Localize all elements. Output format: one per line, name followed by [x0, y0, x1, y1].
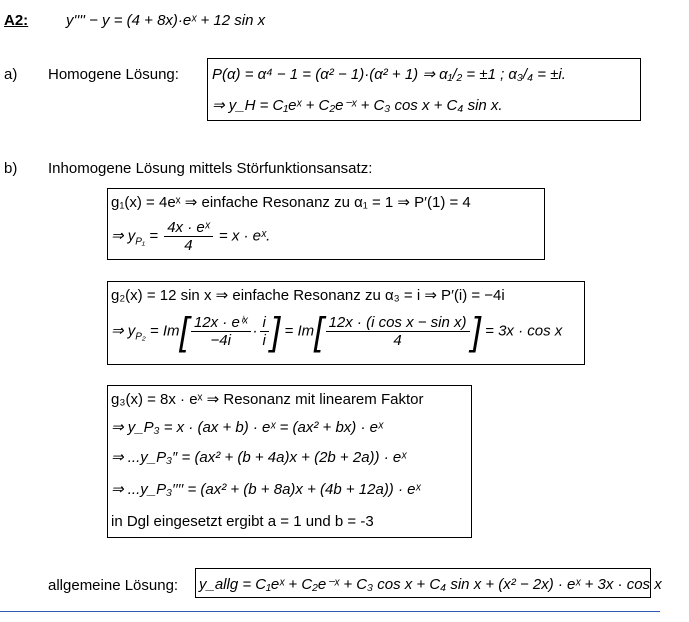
box1-frac-num: 4x · eˣ: [164, 219, 213, 237]
box1-fraction: [164, 219, 213, 254]
left-bracket-icon-2: [: [314, 309, 324, 354]
box3-line-2: ⇒ y_P₃ = x · (ax + b) · eˣ = (ax² + bx) · eˣ: [111, 419, 384, 436]
homogeneous-box: [207, 58, 641, 121]
box2-fraction-2: [260, 314, 269, 349]
box2-frac1-den: −4i: [210, 332, 231, 349]
box1-sub: P₁: [135, 236, 146, 248]
box1-frac-den: 4: [184, 237, 193, 254]
box2-fraction-1: [191, 314, 251, 349]
box1-result: = x · eˣ.: [214, 227, 271, 245]
homogeneous-line-1: P(α) = α⁴ − 1 = (α² − 1)·(α² + 1) ⇒ α₁/₂ = ±1 ; α₃/₄ = ±i.: [212, 66, 566, 83]
box2-frac1-num: 12x · eⁱˣ: [191, 314, 251, 332]
box2-frac3-num: 12x · (i cos x − sin x): [326, 314, 470, 332]
box2-result: = 3x · cos x: [480, 322, 563, 340]
part-b-label: b): [4, 160, 18, 177]
box2-line-1: g₂(x) = 12 sin x ⇒ einfache Resonanz zu α₃ = i ⇒ P′(i) = −4i: [111, 287, 505, 304]
homogeneous-line-2: ⇒ y_H = C₁eˣ + C₂e⁻ˣ + C₃ cos x + C₄ sin x.: [212, 97, 503, 114]
box2-frac2-den: i: [262, 332, 266, 349]
box1-eq: =: [145, 227, 163, 245]
general-solution-formula: y_allg = C₁eˣ + C₂e⁻ˣ + C₃ cos x + C₄ sin x + (x² − 2x) · eˣ + 3x · cos x: [199, 576, 662, 593]
particular-box-3: [107, 385, 472, 538]
bottom-rule: [0, 611, 660, 612]
box2-frac2-num: i: [260, 314, 269, 332]
box2-frac3-den: 4: [393, 332, 402, 349]
box2-fraction-3: [326, 314, 470, 349]
right-bracket-icon-2: ]: [471, 309, 481, 354]
box3-line-5: in Dgl eingesetzt ergibt a = 1 und b = -3: [111, 513, 374, 530]
box3-line-3: ⇒ ...y_P₃″ = (ax² + (b + 4a)x + (2b + 2a)) · eˣ: [111, 449, 407, 466]
box2-im-1: = Im: [145, 322, 180, 340]
box2-sub: P₂: [135, 331, 146, 343]
general-solution-box: [195, 568, 662, 598]
particular-box-2: [107, 281, 585, 365]
task-equation: y'''' − y = (4 + 8x)·eˣ + 12 sin x: [66, 12, 266, 29]
left-bracket-icon: [: [179, 309, 189, 354]
box2-arrow-y: ⇒ y: [111, 322, 136, 340]
box1-line-1: g₁(x) = 4eˣ ⇒ einfache Resonanz zu α₁ = 1 ⇒ P′(1) = 4: [111, 194, 471, 211]
part-a-label: a): [4, 66, 18, 83]
particular-box-1: [107, 188, 545, 260]
box3-line-1: g₃(x) = 8x · eˣ ⇒ Resonanz mit linearem Faktor: [111, 391, 424, 408]
right-bracket-icon: ]: [270, 309, 281, 354]
box1-line-2: [111, 219, 270, 254]
box2-line-2: ⇒ $y_{P_2} = Im$[ $\frac{\text{12x · eⁱˣ}}{-4i}$ · $\frac{i}{i}$ ] = Im[ $\frac{\text{12x · (i cos x − sin x)}}{4}$ ] = 3x · cos x: [111, 309, 563, 354]
general-solution-label: allgemeine Lösung:: [48, 577, 179, 594]
box2-im-2: = Im: [280, 322, 315, 340]
box1-arrow-y: ⇒ y: [111, 227, 136, 245]
part-b-title: Inhomogene Lösung mittels Störfunktionsansatz:: [48, 160, 373, 177]
part-a-title: Homogene Lösung:: [48, 66, 179, 83]
box3-line-4: ⇒ ...y_P₃′′′′ = (ax² + (b + 8a)x + (4b + 12a)) · eˣ: [111, 481, 421, 498]
task-label: A2:: [4, 12, 29, 29]
